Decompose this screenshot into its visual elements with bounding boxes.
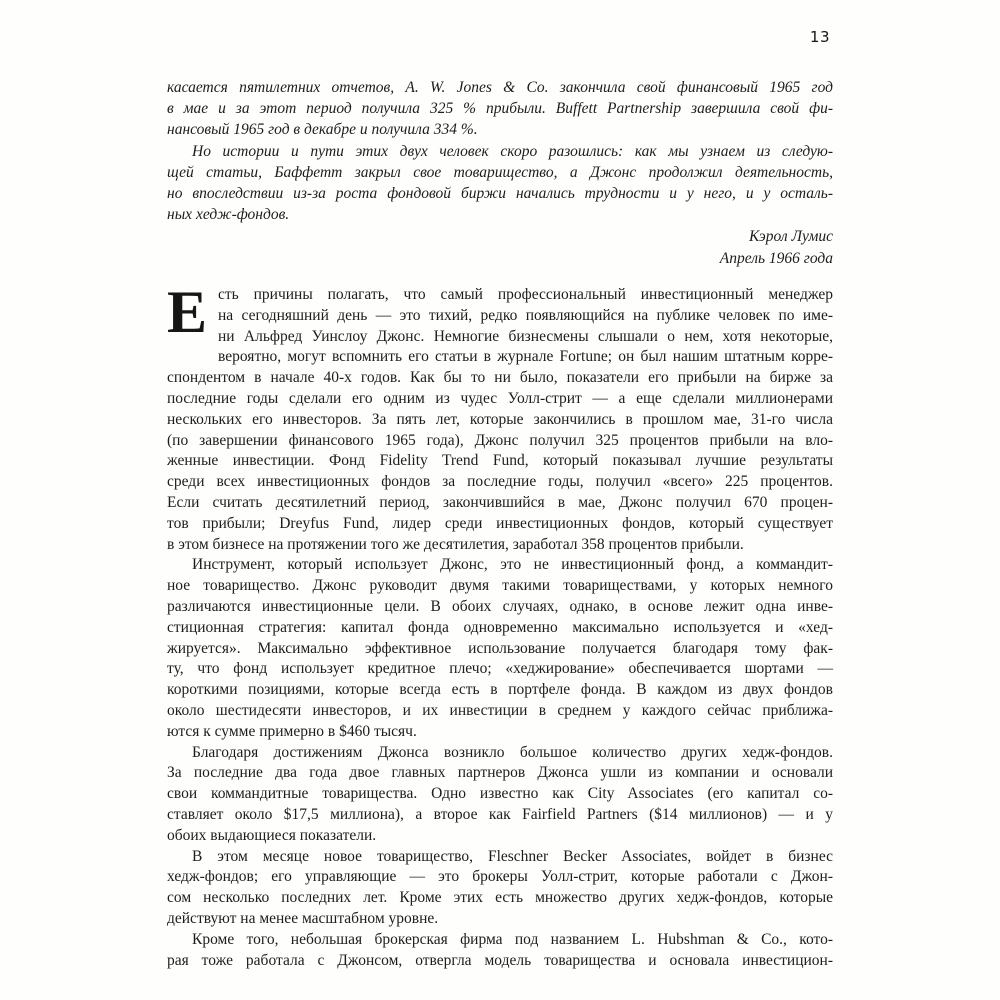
- text-line: среди всех инвестиционных фондов за последние годы, получил «всего» 225 процентов.: [167, 473, 833, 491]
- paragraph: [167, 279, 833, 555]
- text-line: в мае и за этот период получила 325 % прибыли. Buffett Partnership завершила свой фи-: [167, 100, 833, 118]
- text-line: около шестидесяти инвесторов, и их инвестиции в среднем у каждого сейчас приближа-: [167, 701, 833, 719]
- text-line: короткими позициями, которые всегда есть в портфеле фонда. В каждом из двух фондов: [167, 681, 833, 699]
- text-line: женные инвестиции. Фонд Fidelity Trend Fund, который показывал лучшие результаты: [167, 452, 833, 470]
- text-line: сть причины полагать, что самый профессиональный инвестиционный менеджер: [218, 286, 833, 303]
- text-line: ются к сумме примерно в $460 тысяч.: [167, 722, 417, 740]
- text-line: ту, что фонд использует кредитное плечо; «хеджирование» обеспечивается шортами —: [167, 660, 833, 678]
- text-line: вероятно, могут вспомнить его статьи в журнале Fortune; он был нашим штатным корре-: [218, 348, 833, 366]
- text-line: Кроме того, небольшая брокерская фирма под названием L. Hubshman & Co., кото-: [192, 930, 833, 948]
- body-paragraphs: [167, 279, 833, 971]
- article-body: [167, 279, 833, 971]
- text-line: действуют на менее масштабном уровне.: [167, 909, 439, 927]
- paragraph: [167, 555, 833, 742]
- quote-author: Кэрол Лумис: [748, 228, 833, 246]
- text-line: Если считать десятилетний период, закончившийся в мае, Джонс получил 670 процен-: [167, 493, 833, 511]
- text-line: Благодаря достижениям Джонса возникло большое количество других хедж-фондов.: [192, 743, 833, 761]
- intro-paragraphs: [167, 77, 833, 225]
- paragraph: [167, 847, 833, 930]
- paragraph: [167, 930, 833, 972]
- text-line: ставляет около $17,5 миллиона), а второе как Fairfield Partners ($14 миллионов) — и у: [167, 805, 833, 823]
- text-line: хедж-фондов; его управляющие — это брокеры Уолл-стрит, которые работали с Джон-: [167, 868, 833, 886]
- text-line: ных хедж-фондов.: [167, 206, 290, 224]
- page-number: 13: [809, 28, 830, 46]
- intro-quote: [167, 77, 833, 269]
- text-line: ни Альфред Уинслоу Джонс. Немногие бизнесмены слышали о нем, хотя некоторые,: [218, 327, 833, 345]
- text-line: но впоследствии из-за роста фондовой биржи начались трудности и у него, и у осталь-: [167, 185, 833, 203]
- text-line: различаются инвестиционные цели. В обоих случаях, однако, в основе лежит одна инве-: [167, 597, 833, 615]
- text-line: обоих выдающиеся показатели.: [167, 826, 377, 844]
- text-line: Инструмент, который использует Джонс, это не инвестиционный фонд, а коммандит-: [192, 556, 833, 574]
- text-line: последние годы сделали его одним из чудес Уолл-стрит — а еще сделали миллионерами: [167, 389, 833, 407]
- text-line: тов прибыли; Dreyfus Fund, лидер среди инвестиционных фондов, который существует: [167, 514, 833, 532]
- text-line: касается пятилетних отчетов, A. W. Jones & Co. закончила свой финансовый 1965 год: [167, 79, 833, 96]
- paragraph: [167, 77, 833, 141]
- text-line: ное товарищество. Джонс руководит двумя такими товариществами, у которых немного: [167, 577, 833, 595]
- text-line: (по завершении финансового 1965 года), Джонс получил 325 процентов прибыли на вло-: [167, 431, 833, 449]
- text-line: рая тоже работала с Джонсом, отвергла модель товарищества и основала инвестицион-: [167, 951, 833, 969]
- quote-attribution: [167, 226, 833, 268]
- text-line: стиционная стратегия: капитал фонда одновременно максимально используется и «хед-: [167, 618, 833, 636]
- text-line: свои коммандитные товарищества. Одно известно как City Associates (его капитал со-: [167, 785, 833, 803]
- paragraph: [167, 141, 833, 226]
- text-line: В этом месяце новое товарищество, Fleschner Becker Associates, войдет в бизнес: [192, 847, 833, 865]
- text-line: нескольких его инвесторов. За пять лет, которые закончились в прошлом мае, 31-го числа: [167, 410, 833, 428]
- text-line: Но истории и пути этих двух человек скоро разошлись: как мы узнаем из следую-: [192, 142, 833, 160]
- text-line: щей статьи, Баффетт закрыл свое товарищество, а Джонс продолжил деятельность,: [167, 163, 833, 181]
- text-line: За последние два года двое главных партнеров Джонса ушли из компании и основали: [167, 764, 833, 782]
- drop-cap: Е: [167, 279, 208, 345]
- quote-date: Апрель 1966 года: [719, 249, 833, 267]
- text-line: жируется». Максимально эффективное использование получается благодаря тому фак-: [167, 639, 833, 657]
- paragraph: [167, 743, 833, 847]
- text-line: на сегодняшний день — это тихий, редко появляющийся на публике человек по име-: [218, 306, 833, 324]
- text-line: спондентом в начале 40-х годов. Как бы то ни было, показатели его прибыли на бирже за: [167, 369, 833, 387]
- text-line: сом несколько последних лет. Кроме этих есть множество других хедж-фондов, которые: [167, 889, 833, 907]
- text-line: нансовый 1965 год в декабре и получила 334 %.: [167, 121, 478, 139]
- text-line: в этом бизнесе на протяжении того же десятилетия, заработал 358 процентов прибыли.: [167, 535, 744, 553]
